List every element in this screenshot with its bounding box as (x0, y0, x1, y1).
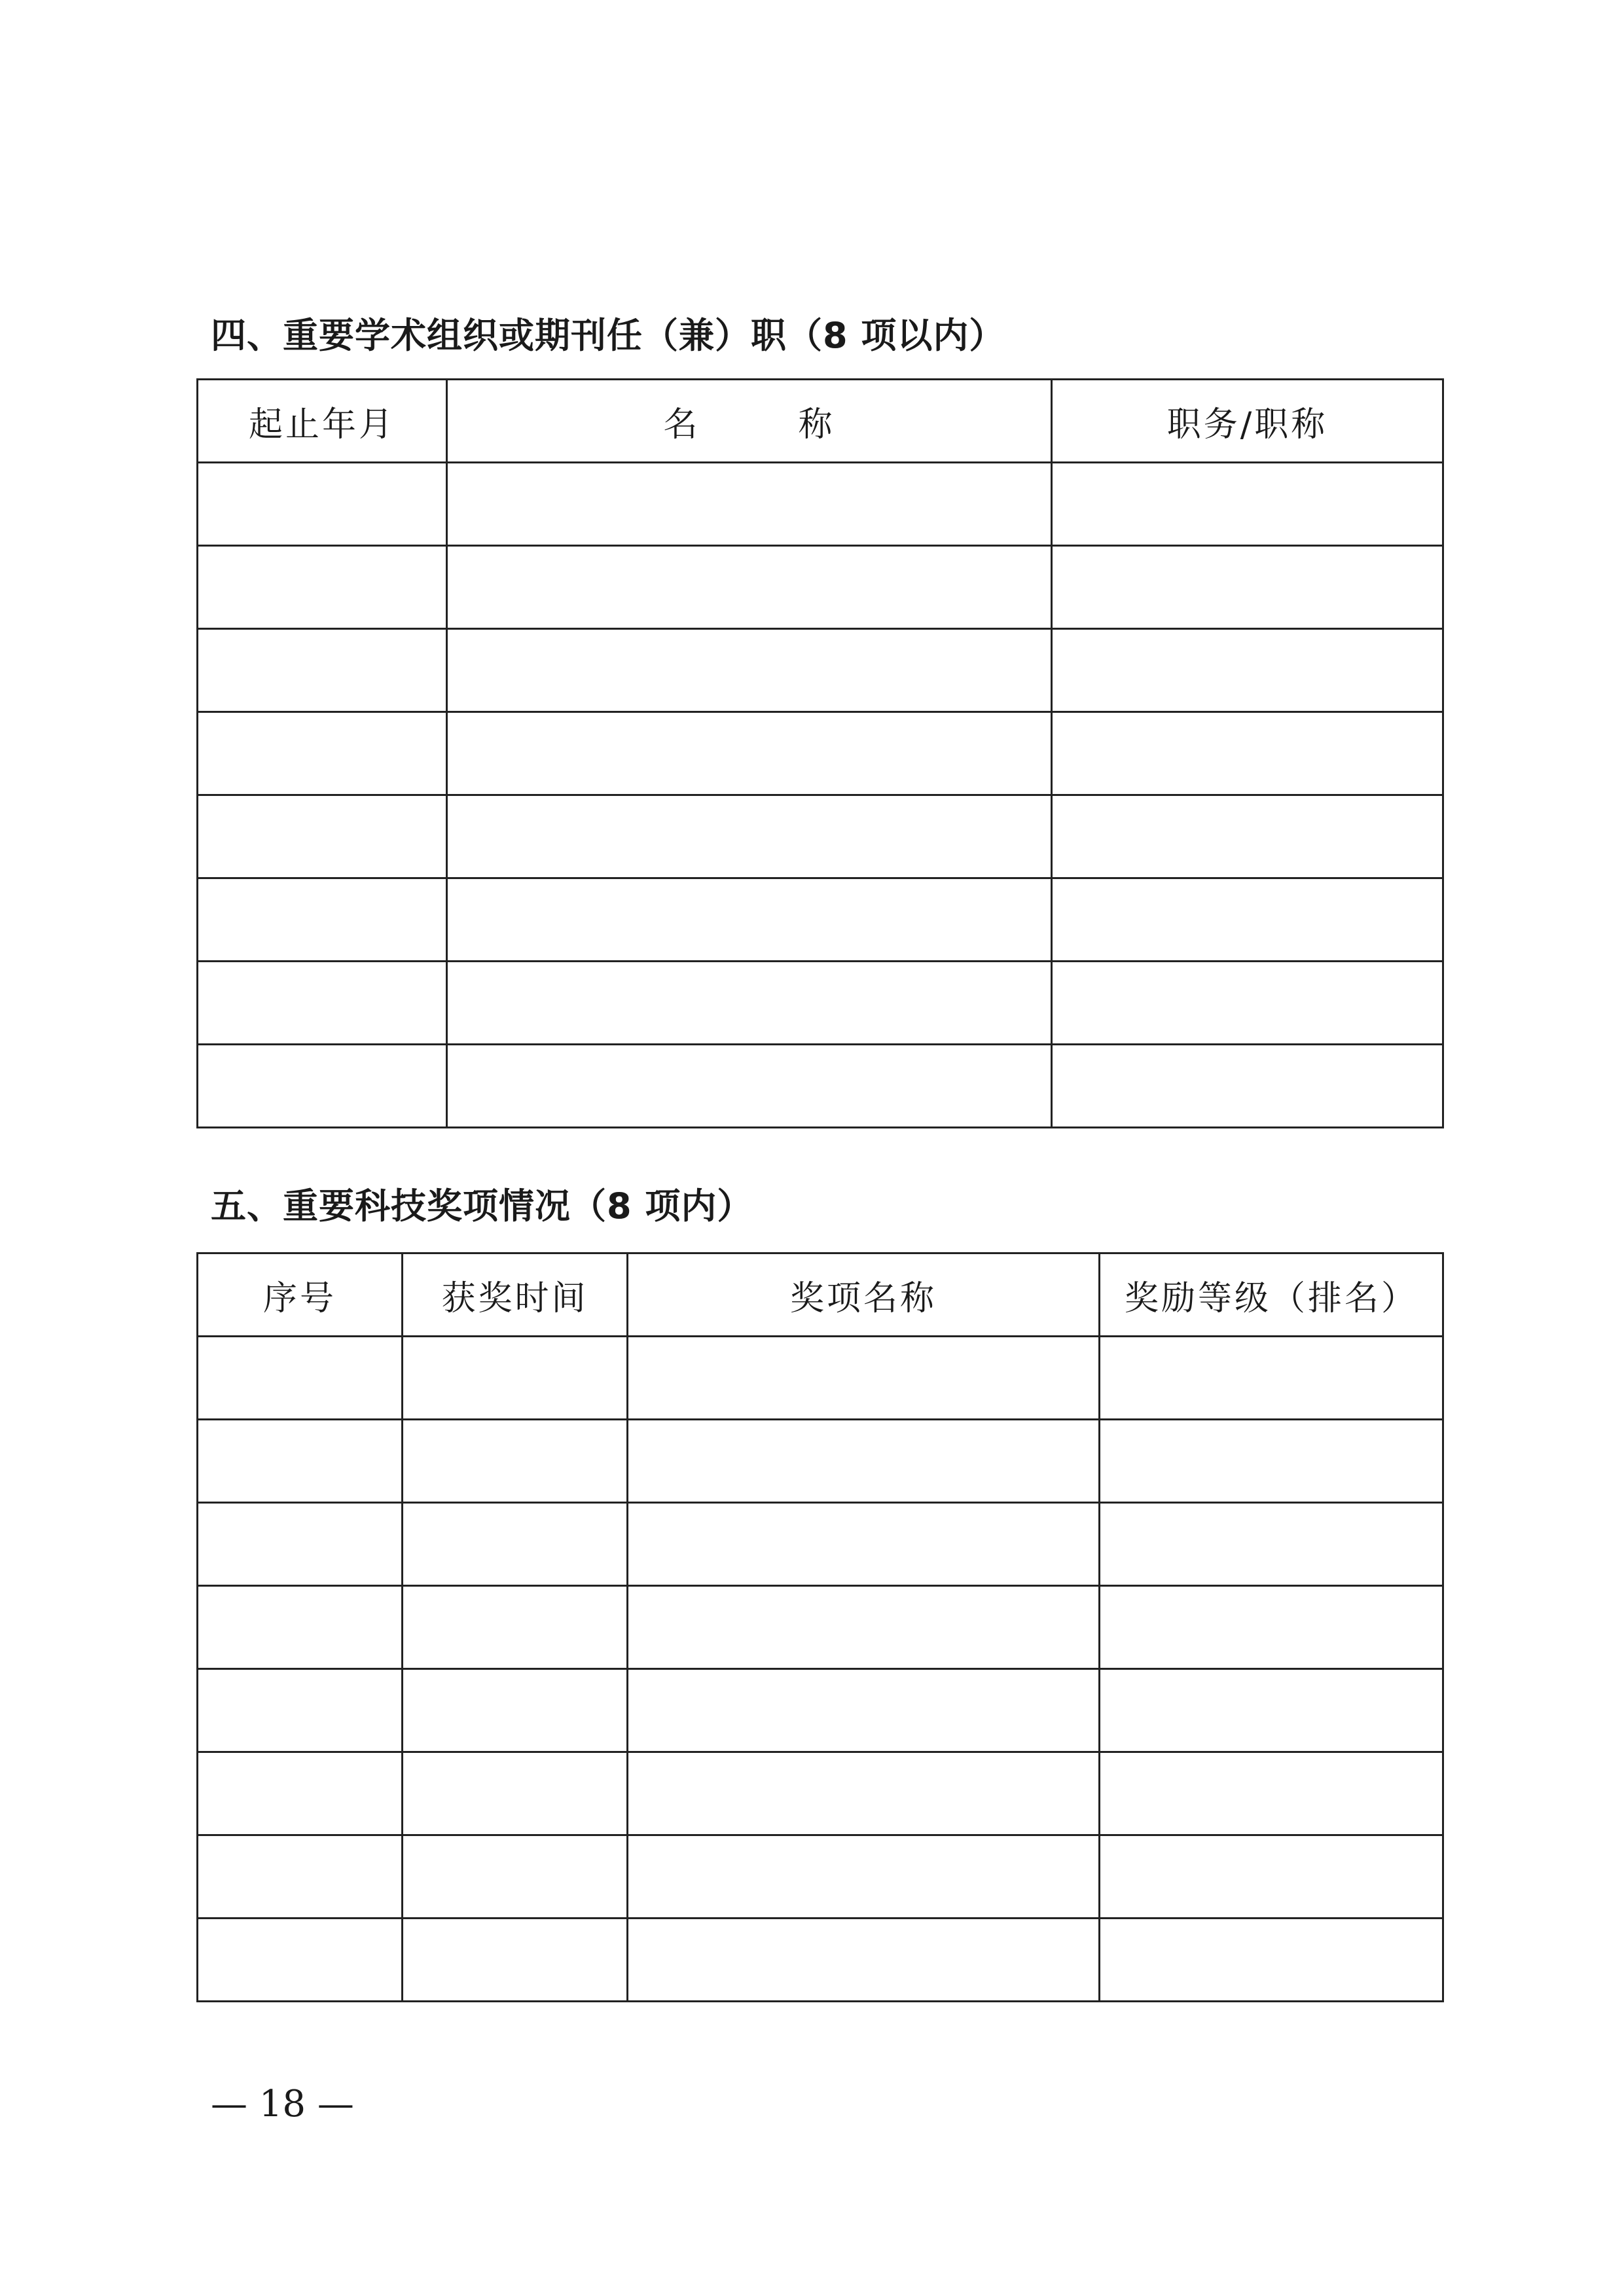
cell-position[interactable] (1052, 629, 1443, 712)
header-position-title: 职务/职称 (1052, 380, 1443, 463)
cell-award-level[interactable] (1100, 1337, 1443, 1420)
cell-name[interactable] (447, 463, 1052, 546)
cell-award-time[interactable] (403, 1586, 628, 1669)
cell-award-time[interactable] (403, 1835, 628, 1919)
cell-name[interactable] (447, 795, 1052, 878)
awards-table (196, 1252, 1444, 2002)
cell-award-name[interactable] (628, 1503, 1100, 1586)
cell-position[interactable] (1052, 463, 1443, 546)
table-row (198, 1586, 1443, 1669)
cell-award-time[interactable] (403, 1337, 628, 1420)
cell-award-name[interactable] (628, 1586, 1100, 1669)
cell-award-time[interactable] (403, 1919, 628, 2002)
cell-award-level[interactable] (1100, 1669, 1443, 1752)
cell-award-time[interactable] (403, 1420, 628, 1503)
table-row (198, 1919, 1443, 2002)
cell-position[interactable] (1052, 1045, 1443, 1128)
cell-serial[interactable] (198, 1752, 403, 1835)
table-header-row (198, 380, 1443, 463)
section-5-title: 五、重要科技奖项情况（8 项内） (211, 1185, 753, 1227)
table-row (198, 1337, 1443, 1420)
table-row (198, 1420, 1443, 1503)
cell-position[interactable] (1052, 712, 1443, 795)
table-row (198, 962, 1443, 1045)
table-row (198, 878, 1443, 962)
cell-serial[interactable] (198, 1919, 403, 2002)
cell-award-name[interactable] (628, 1752, 1100, 1835)
table-row (198, 1752, 1443, 1835)
cell-serial[interactable] (198, 1586, 403, 1669)
cell-name[interactable] (447, 629, 1052, 712)
section-4-title: 四、重要学术组织或期刊任（兼）职（8 项以内） (211, 315, 1005, 356)
page-number: — 18 — (211, 2083, 354, 2125)
cell-name[interactable] (447, 878, 1052, 962)
cell-position[interactable] (1052, 962, 1443, 1045)
cell-position[interactable] (1052, 546, 1443, 629)
cell-award-level[interactable] (1100, 1586, 1443, 1669)
cell-award-time[interactable] (403, 1752, 628, 1835)
cell-award-level[interactable] (1100, 1752, 1443, 1835)
academic-positions-table (196, 378, 1444, 1128)
cell-period[interactable] (198, 463, 447, 546)
cell-award-level[interactable] (1100, 1835, 1443, 1919)
header-award-time: 获奖时间 (403, 1253, 628, 1337)
cell-award-time[interactable] (403, 1669, 628, 1752)
header-name: 名 称 (447, 380, 1052, 463)
table-row (198, 1835, 1443, 1919)
header-period: 起止年月 (198, 380, 447, 463)
cell-period[interactable] (198, 712, 447, 795)
cell-period[interactable] (198, 878, 447, 962)
cell-name[interactable] (447, 712, 1052, 795)
table-row (198, 795, 1443, 878)
cell-serial[interactable] (198, 1669, 403, 1752)
cell-period[interactable] (198, 629, 447, 712)
table-row (198, 1669, 1443, 1752)
cell-serial[interactable] (198, 1337, 403, 1420)
table-row (198, 463, 1443, 546)
table-row (198, 629, 1443, 712)
table-row (198, 712, 1443, 795)
header-award-name: 奖项名称 (628, 1253, 1100, 1337)
cell-name[interactable] (447, 546, 1052, 629)
cell-serial[interactable] (198, 1503, 403, 1586)
header-award-level: 奖励等级（排名） (1100, 1253, 1443, 1337)
table-row (198, 1045, 1443, 1128)
cell-award-level[interactable] (1100, 1503, 1443, 1586)
cell-serial[interactable] (198, 1835, 403, 1919)
cell-award-name[interactable] (628, 1919, 1100, 2002)
cell-award-name[interactable] (628, 1669, 1100, 1752)
cell-name[interactable] (447, 962, 1052, 1045)
table-header-row (198, 1253, 1443, 1337)
table-row (198, 546, 1443, 629)
cell-name[interactable] (447, 1045, 1052, 1128)
cell-award-time[interactable] (403, 1503, 628, 1586)
cell-position[interactable] (1052, 795, 1443, 878)
cell-period[interactable] (198, 1045, 447, 1128)
cell-position[interactable] (1052, 878, 1443, 962)
cell-award-level[interactable] (1100, 1919, 1443, 2002)
cell-award-level[interactable] (1100, 1420, 1443, 1503)
cell-award-name[interactable] (628, 1420, 1100, 1503)
cell-award-name[interactable] (628, 1337, 1100, 1420)
table-row (198, 1503, 1443, 1586)
cell-award-name[interactable] (628, 1835, 1100, 1919)
cell-period[interactable] (198, 962, 447, 1045)
header-serial: 序号 (198, 1253, 403, 1337)
cell-period[interactable] (198, 546, 447, 629)
cell-serial[interactable] (198, 1420, 403, 1503)
cell-period[interactable] (198, 795, 447, 878)
